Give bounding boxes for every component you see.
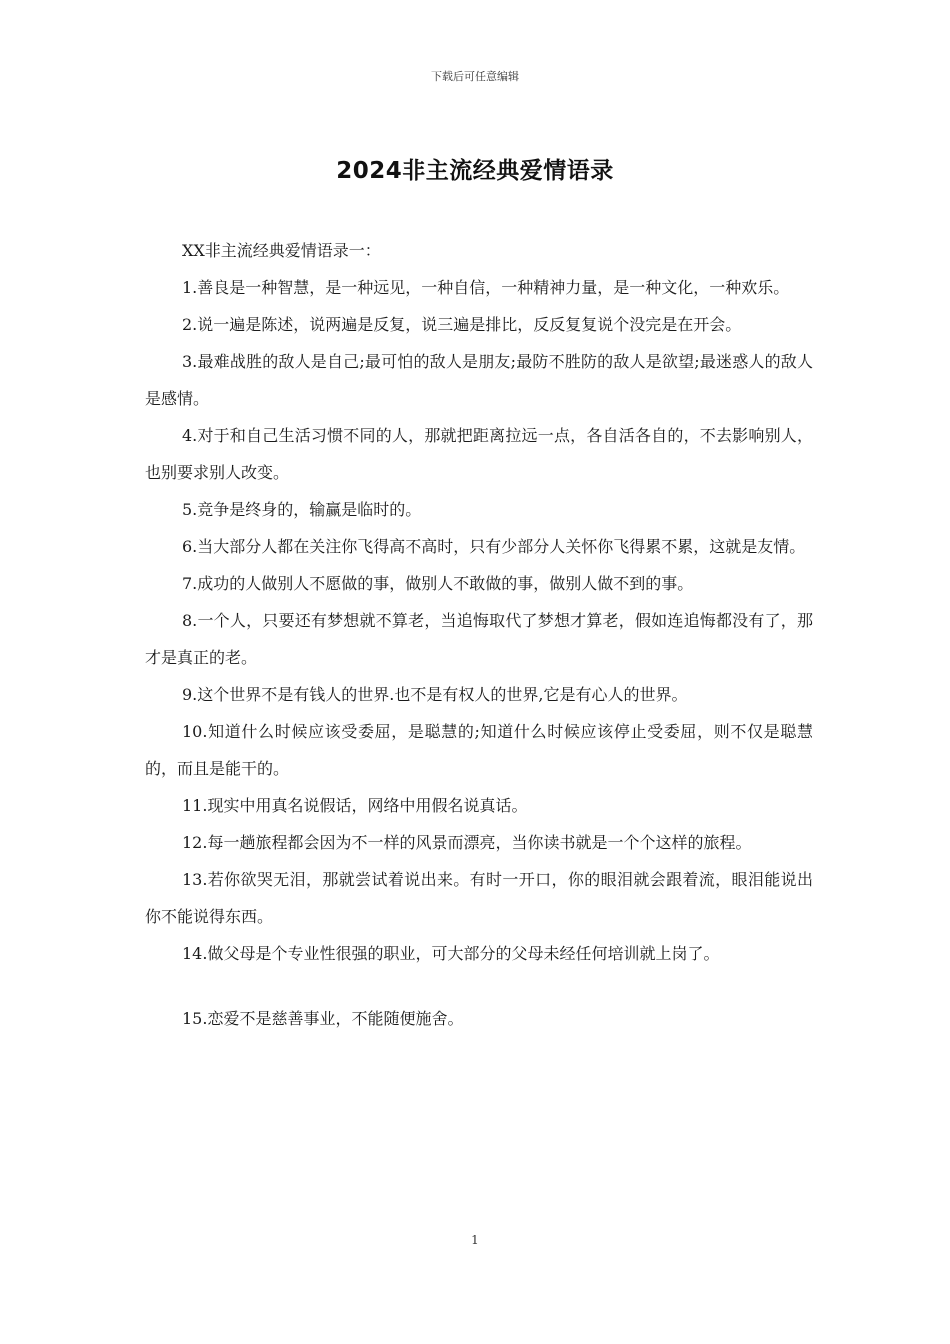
quote-paragraph: 1.善良是一种智慧，是一种远见，一种自信，一种精神力量，是一种文化，一种欢乐。 (182, 278, 790, 297)
quote-paragraph: 2.说一遍是陈述，说两遍是反复，说三遍是排比，反反复复说个没完是在开会。 (182, 315, 742, 334)
quote-paragraph: 3.最难战胜的敌人是自己;最可怕的敌人是朋友;最防不胜防的敌人是欲望;最迷惑人的敌人是感情。 (145, 352, 813, 408)
quote-paragraph: 12.每一趟旅程都会因为不一样的风景而漂亮，当你读书就是一个个这样的旅程。 (182, 833, 752, 852)
quote-paragraph: 4.对于和自己生活习惯不同的人，那就把距离拉远一点，各自活各自的，不去影响别人，也别要求别人改变。 (145, 426, 813, 482)
quote-paragraph: 7.成功的人做别人不愿做的事，做别人不敢做的事，做别人做不到的事。 (182, 574, 694, 593)
quote-paragraph: 13.若你欲哭无泪，那就尝试着说出来。有时一开口，你的眼泪就会跟着流，眼泪能说出你不能说得东西。 (145, 870, 813, 926)
quote-paragraph: 5.竞争是终身的，输赢是临时的。 (182, 500, 422, 519)
header-note: 下载后可任意编辑 (431, 70, 519, 83)
quote-paragraph: 9.这个世界不是有钱人的世界.也不是有权人的世界,它是有心人的世界。 (182, 685, 688, 704)
intro-line: XX非主流经典爱情语录一： (182, 241, 381, 260)
quote-paragraph: 15.恋爱不是慈善事业，不能随便施舍。 (182, 1009, 464, 1028)
page-number: 1 (471, 1233, 479, 1247)
quote-paragraph: 10.知道什么时候应该受委屈，是聪慧的;知道什么时候应该停止受委屈，则不仅是聪慧的，而且是能干的。 (145, 722, 813, 778)
quote-paragraph: 14.做父母是个专业性很强的职业，可大部分的父母未经任何培训就上岗了。 (182, 944, 720, 963)
document-body (145, 232, 813, 1037)
quote-paragraph: 8.一个人，只要还有梦想就不算老，当追悔取代了梦想才算老，假如连追悔都没有了，那才是真正的老。 (145, 611, 813, 667)
quote-paragraph: 6.当大部分人都在关注你飞得高不高时，只有少部分人关怀你飞得累不累，这就是友情。 (182, 537, 806, 556)
document-title: 2024非主流经典爱情语录 (336, 158, 614, 184)
quote-paragraph: 11.现实中用真名说假话，网络中用假名说真话。 (182, 796, 528, 815)
